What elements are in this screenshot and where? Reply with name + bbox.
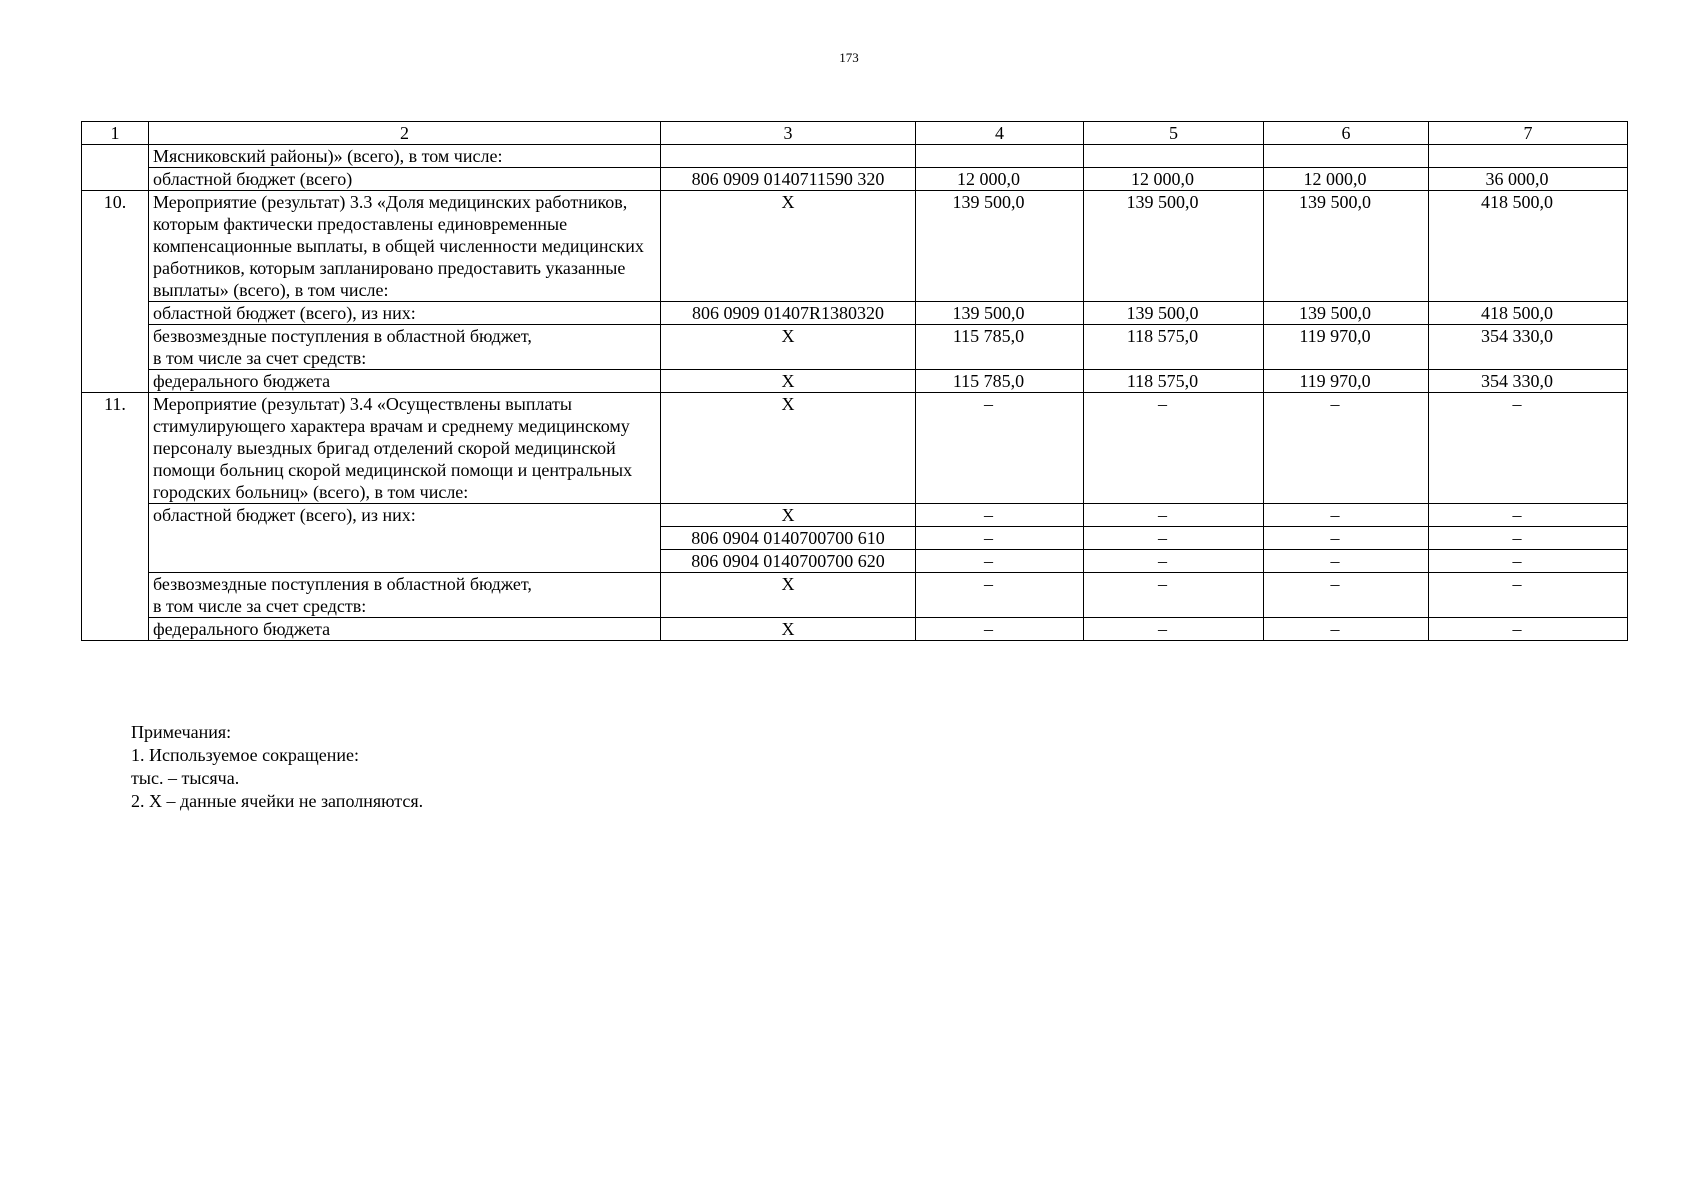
- table-row: [82, 370, 1628, 393]
- description-cell: Мероприятие (результат) 3.3 «Доля медицинских работников, которым фактически предоставлены единовременные компенсационные выплаты, в общей численности медицинских работников, которым запланировано предоставить указанные выплаты» (всего), в том числе:: [149, 191, 661, 302]
- description-cell: [149, 325, 661, 370]
- budget-code-cell: X: [661, 573, 916, 618]
- column-number: 2: [149, 122, 661, 145]
- value-cell: –: [1084, 527, 1264, 550]
- row-index-cell: [82, 145, 149, 191]
- row-index-cell: 11.: [82, 393, 149, 641]
- value-cell: 12 000,0: [1084, 168, 1264, 191]
- table-row: [82, 325, 1628, 370]
- page-number: 173: [839, 50, 859, 65]
- table-row: [82, 504, 1628, 527]
- value-cell: –: [916, 550, 1084, 573]
- value-cell: 119 970,0: [1264, 325, 1429, 370]
- value-cell: –: [1264, 573, 1429, 618]
- empty-cell: [916, 145, 1084, 168]
- value-cell: –: [1084, 618, 1264, 641]
- value-cell: –: [1264, 393, 1429, 504]
- table-row: [82, 573, 1628, 618]
- description-cell: Мясниковский районы)» (всего), в том числе:: [149, 145, 661, 168]
- value-cell: 139 500,0: [916, 302, 1084, 325]
- column-number: 3: [661, 122, 916, 145]
- note-line: тыс. – тысяча.: [131, 768, 240, 788]
- value-cell: –: [916, 527, 1084, 550]
- budget-code-cell: X: [661, 191, 916, 302]
- description-cell: федерального бюджета: [149, 370, 661, 393]
- budget-code-cell: 806 0909 01407R1380320: [661, 302, 916, 325]
- budget-code-cell: 806 0904 0140700700 620: [661, 550, 916, 573]
- table-row: [82, 191, 1628, 302]
- value-cell: –: [1429, 618, 1628, 641]
- table-row: [82, 168, 1628, 191]
- column-number: 5: [1084, 122, 1264, 145]
- description-line: в том числе за счет средств:: [153, 348, 367, 368]
- column-number: 4: [916, 122, 1084, 145]
- description-cell: Мероприятие (результат) 3.4 «Осуществлены выплаты стимулирующего характера врачам и среднему медицинскому персоналу выездных бригад отделений скорой медицинской помощи больниц скорой медицинской помощи и центральных городских больниц» (всего), в том числе:: [149, 393, 661, 504]
- value-cell: 139 500,0: [1264, 191, 1429, 302]
- value-cell: –: [1429, 573, 1628, 618]
- description-cell: областной бюджет (всего), из них:: [149, 504, 661, 573]
- value-cell: –: [1084, 573, 1264, 618]
- value-cell: –: [1084, 504, 1264, 527]
- column-number: 7: [1429, 122, 1628, 145]
- value-cell: –: [916, 573, 1084, 618]
- value-cell: –: [1264, 504, 1429, 527]
- budget-code-cell: X: [661, 325, 916, 370]
- value-cell: 118 575,0: [1084, 325, 1264, 370]
- description-cell: [149, 573, 661, 618]
- empty-cell: [1429, 145, 1628, 168]
- note-line: 1. Используемое сокращение:: [131, 745, 359, 765]
- notes-title: Примечания:: [131, 722, 232, 742]
- value-cell: –: [1429, 550, 1628, 573]
- value-cell: –: [1084, 393, 1264, 504]
- column-number-row: [82, 122, 1628, 145]
- value-cell: –: [1264, 527, 1429, 550]
- column-number: 6: [1264, 122, 1429, 145]
- budget-code-cell: X: [661, 393, 916, 504]
- value-cell: 12 000,0: [916, 168, 1084, 191]
- value-cell: 139 500,0: [1084, 191, 1264, 302]
- table-row: [82, 302, 1628, 325]
- value-cell: 354 330,0: [1429, 325, 1628, 370]
- empty-cell: [1084, 145, 1264, 168]
- value-cell: –: [916, 618, 1084, 641]
- description-cell: областной бюджет (всего), из них:: [149, 302, 661, 325]
- value-cell: –: [1264, 550, 1429, 573]
- value-cell: 118 575,0: [1084, 370, 1264, 393]
- budget-code-cell: 806 0909 0140711590 320: [661, 168, 916, 191]
- value-cell: 115 785,0: [916, 370, 1084, 393]
- value-cell: –: [1084, 550, 1264, 573]
- empty-cell: [661, 145, 916, 168]
- budget-code-cell: X: [661, 370, 916, 393]
- value-cell: 12 000,0: [1264, 168, 1429, 191]
- value-cell: –: [1429, 393, 1628, 504]
- value-cell: 139 500,0: [1264, 302, 1429, 325]
- notes-section: [131, 721, 423, 813]
- budget-code-cell: X: [661, 504, 916, 527]
- value-cell: –: [1264, 618, 1429, 641]
- value-cell: 418 500,0: [1429, 191, 1628, 302]
- row-index-cell: 10.: [82, 191, 149, 393]
- table-row: [82, 618, 1628, 641]
- table-row: [82, 393, 1628, 504]
- value-cell: 354 330,0: [1429, 370, 1628, 393]
- value-cell: –: [916, 504, 1084, 527]
- value-cell: 139 500,0: [916, 191, 1084, 302]
- value-cell: –: [1429, 527, 1628, 550]
- budget-code-cell: X: [661, 618, 916, 641]
- description-line: в том числе за счет средств:: [153, 596, 367, 616]
- budget-table: [81, 121, 1628, 641]
- table-row: [82, 145, 1628, 168]
- note-line: 2. X – данные ячейки не заполняются.: [131, 791, 424, 811]
- value-cell: –: [1429, 504, 1628, 527]
- value-cell: 36 000,0: [1429, 168, 1628, 191]
- description-cell: областной бюджет (всего): [149, 168, 661, 191]
- value-cell: 115 785,0: [916, 325, 1084, 370]
- value-cell: 139 500,0: [1084, 302, 1264, 325]
- description-cell: федерального бюджета: [149, 618, 661, 641]
- value-cell: 418 500,0: [1429, 302, 1628, 325]
- value-cell: –: [916, 393, 1084, 504]
- description-line: безвозмездные поступления в областной бюджет,: [153, 326, 532, 346]
- empty-cell: [1264, 145, 1429, 168]
- column-number: 1: [82, 122, 149, 145]
- value-cell: 119 970,0: [1264, 370, 1429, 393]
- budget-code-cell: 806 0904 0140700700 610: [661, 527, 916, 550]
- description-line: безвозмездные поступления в областной бюджет,: [153, 574, 532, 594]
